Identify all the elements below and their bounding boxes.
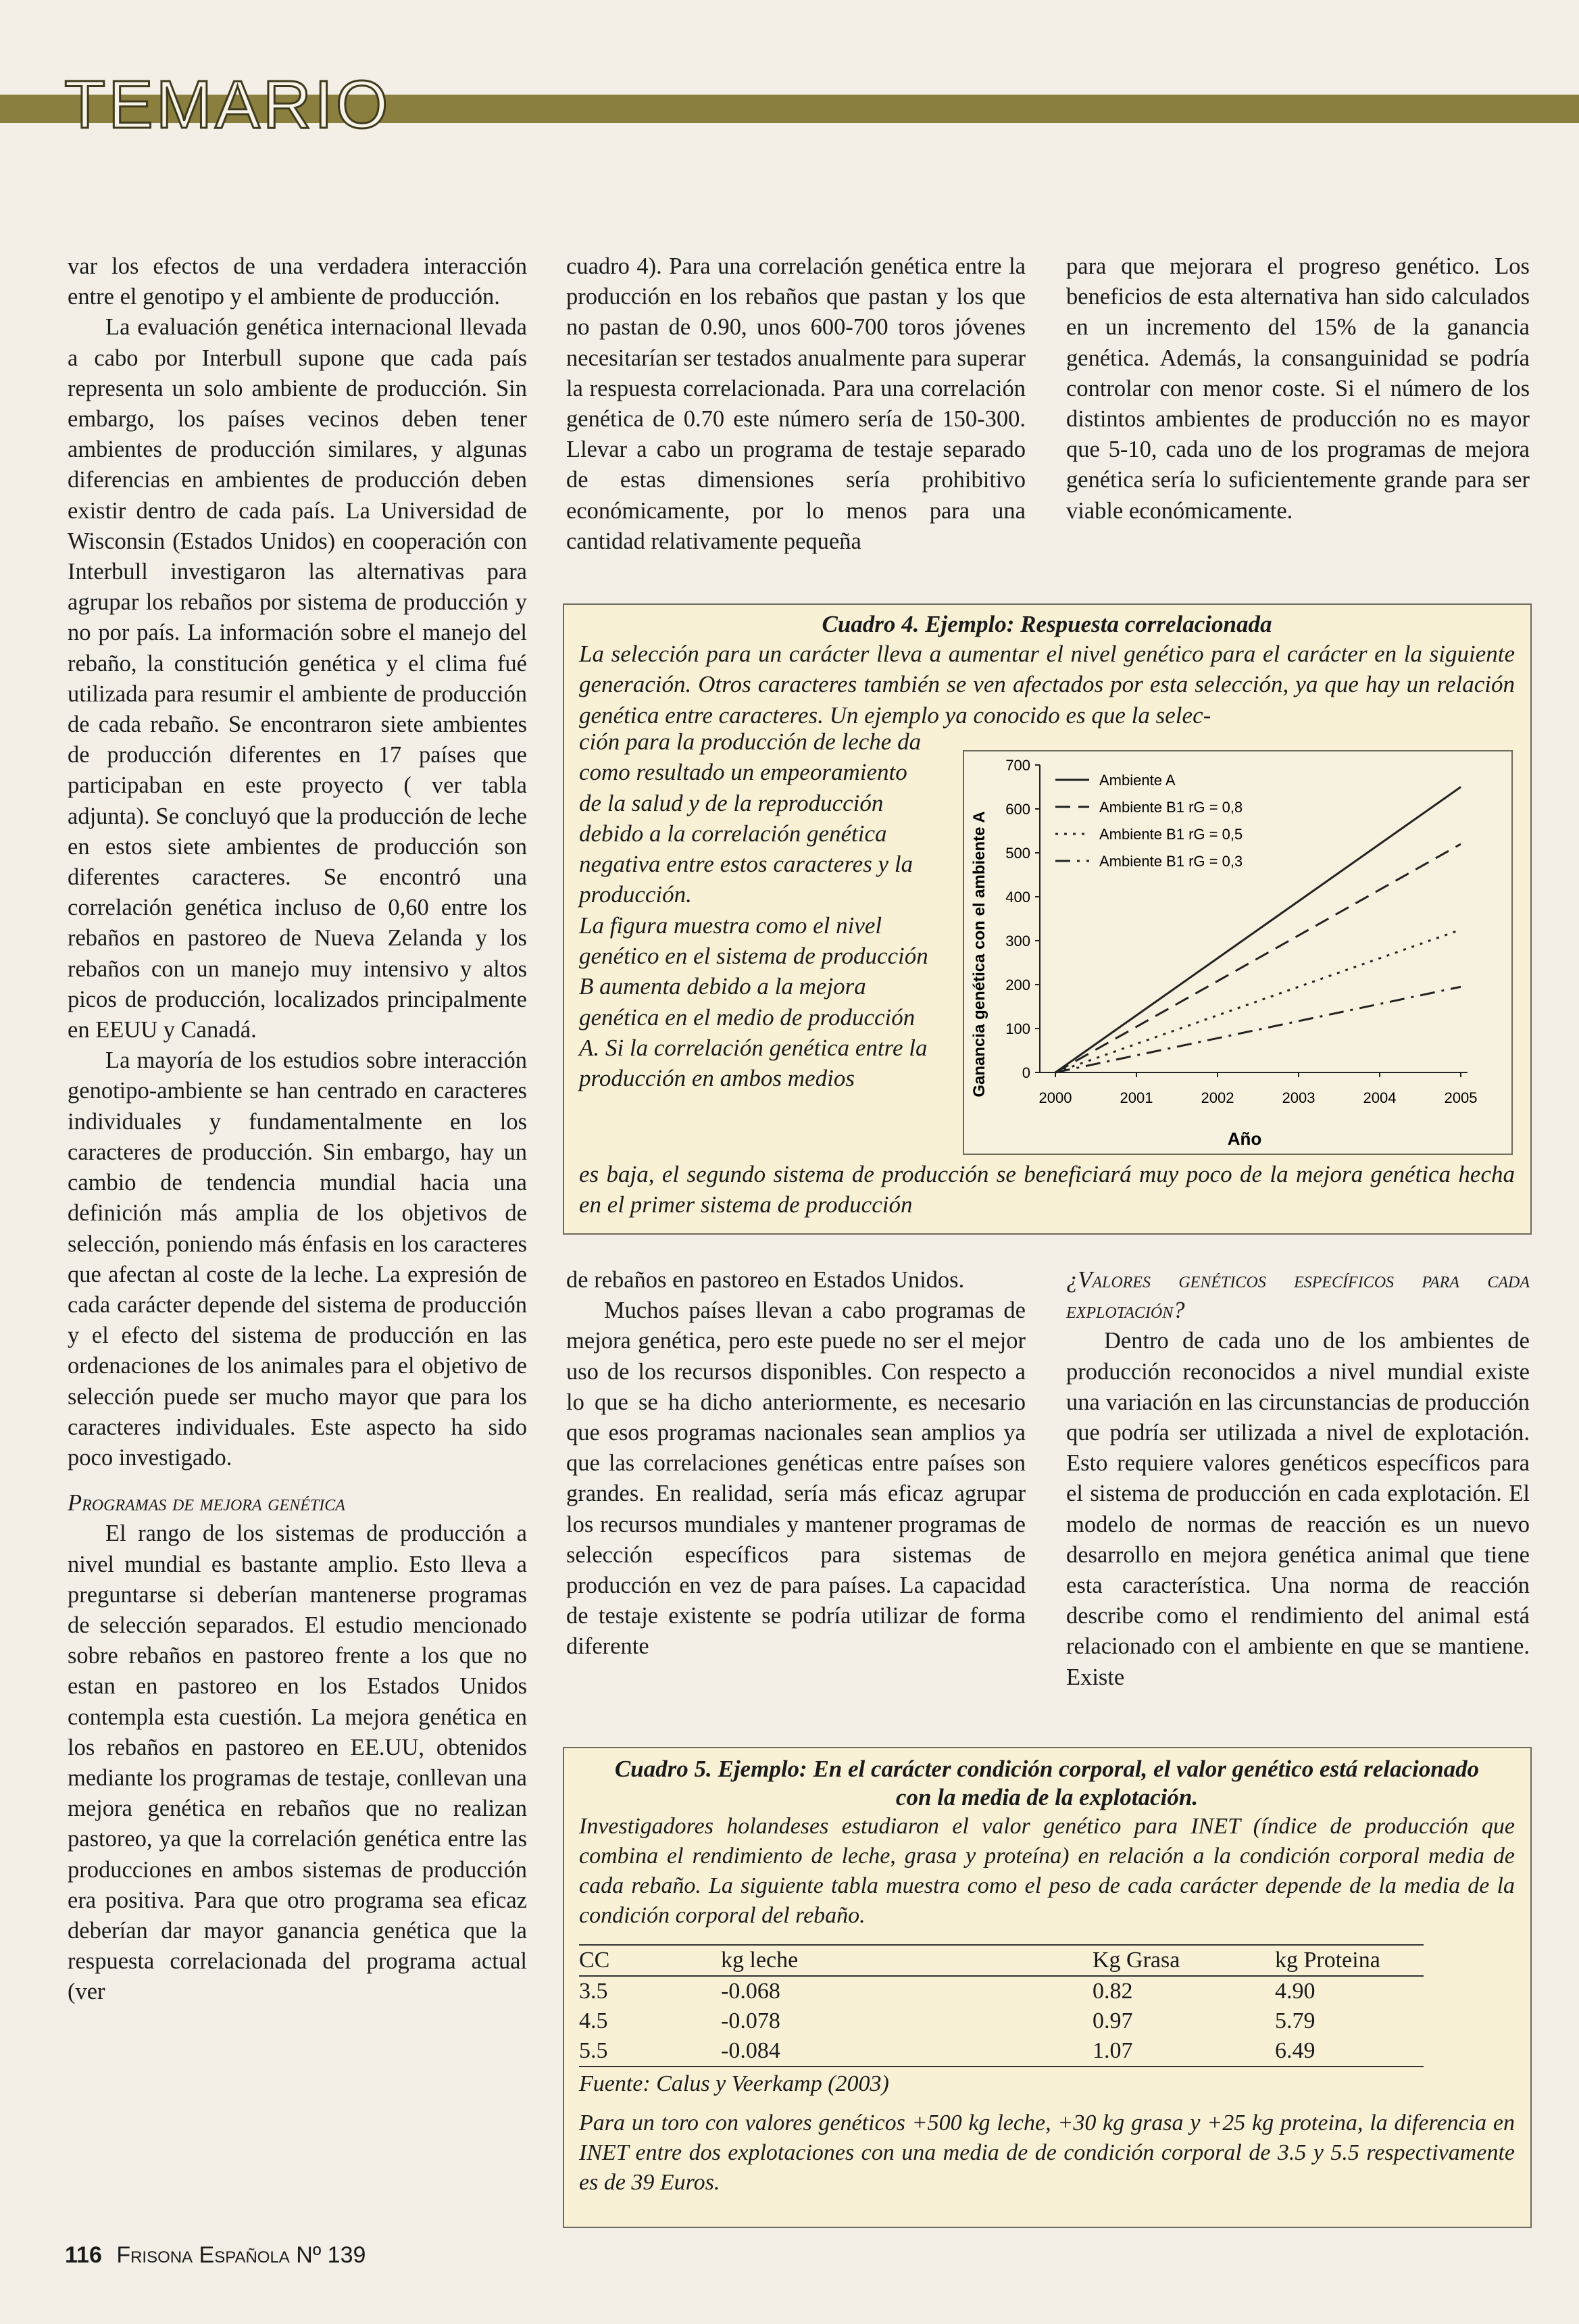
col1-paragraph-4: El rango de los sistemas de producción a nivel mundial es bastante amplio. Esto lleva a preguntarse si deberían mantenerse programas de selección separados. El estudio mencionado sobre rebaños en pastoreo frente a los que no estan en pastoreo en los Estados Unidos contempla esta cuestión. La mejora genética en los rebaños en pastoreo en EE.UU, obtenidos mediante los programas de testaje, conllevan una mejora genética en rebaños que no realizan pastoreo, ya que la correlación genética entre las producciones en ambos sistemas de producción era positiva. Para que otro programa sea eficaz deberían dar mayor ganancia genética que la respuesta correlacionada del programa actual (ver bbox=[68, 1521, 527, 2005]
cuadro-5-note: Para un toro con valores genéticos +500 kg leche, +30 kg grasa y +25 kg proteina, la diferencia en INET entre dos explotaciones con una media de de condición corporal de 3.5 y 5.5 respectivamente es de 39 Euros. bbox=[579, 2110, 1515, 2195]
chart-svg bbox=[964, 751, 1511, 1154]
chart-legend-label: Ambiente A bbox=[1099, 772, 1176, 789]
table-cell: 5.79 bbox=[1275, 2008, 1315, 2033]
col1-paragraph-3: La mayoría de los estudios sobre interacción genotipo-ambiente se han centrado en caracteres individuales y fundamentalmente en los caracteres de producción. Sin embargo, hay un cambio de tendencia mundial hacia una definición más amplia de los objetivos de selección, poniendo más énfasis en los caracteres que afectan al coste de la leche. La expresión de cada carácter depende del sistema de producción y el efecto del sistema de producción en las ordenaciones de los animales para el objetivo de selección puede ser mucho mayor que para los caracteres individuales. Este aspecto ha sido poco investigado. bbox=[68, 1047, 527, 1470]
table-header: CC bbox=[579, 1945, 721, 1976]
col1-subheading: Programas de mejora genética bbox=[68, 1490, 345, 1516]
chart-y-tick-label: 0 bbox=[1022, 1064, 1030, 1081]
cuadro-4-intro-rest: ción para la producción de leche da como resultado un empeoramiento de la salud y de la reproducción debido a la correlación genética negativa entre estos caracteres y la producción. bbox=[579, 728, 922, 908]
chart-x-tick-label: 2005 bbox=[1444, 1089, 1478, 1106]
chart-series-line bbox=[1055, 844, 1461, 1072]
page-number: 116 bbox=[65, 2242, 102, 2268]
col1-paragraph-2: La evaluación genética internacional llevada a cabo por Interbull supone que cada país representa un solo ambiente de producción. Sin embargo, los países vecinos deben tener ambientes de producción similares, y algunas diferencias en ambientes de producción deben existir dentro de cada país. La Universidad de Wisconsin (Estados Unidos) en cooperación con Interbull investigaron las alternativas para agrupar los rebaños por sistema de producción y no por país. La información sobre el manejo del rebaño, la constitución genética y el clima fué utilizada para resumir el ambiente de producción de cada rebaño. Se encontraron siete ambientes de producción diferentes en 17 países que participaban en este proyecto ( ver tabla adjunta). Se concluyó que la producción de leche en estos siete ambientes de producción son diferentes caracteres. Se encontró una correlación genética incluso de 0,60 entre los rebaños en pastoreo de Nueva Zelanda y los rebaños con un manejo muy intensivo y altos picos de producción, localizados principalmente en EEUU y Canadá. bbox=[68, 314, 527, 1043]
chart-x-tick-label: 2001 bbox=[1120, 1089, 1153, 1106]
table-cell: 4.5 bbox=[579, 2008, 608, 2033]
column-3-bottom bbox=[1066, 1265, 1530, 1693]
table-cell: 6.49 bbox=[1275, 2036, 1424, 2067]
genetic-gain-chart bbox=[963, 750, 1513, 1155]
magazine-name: Frisona Española Nº 139 bbox=[116, 2242, 366, 2268]
column-3-top bbox=[1066, 251, 1530, 526]
chart-series-line bbox=[1055, 930, 1461, 1072]
table-cell: 4.90 bbox=[1275, 1979, 1315, 2004]
cuadro-4-title: Cuadro 4. Ejemplo: Respuesta correlacionada bbox=[822, 611, 1272, 637]
table-header: kg leche bbox=[721, 1945, 1093, 1976]
chart-y-tick-label: 200 bbox=[1005, 976, 1030, 993]
chart-x-tick-label: 2000 bbox=[1038, 1089, 1072, 1106]
cuadro-5-intro: Investigadores holandeses estudiaron el valor genético para INET (índice de producción que combina el rendimiento de leche, grasa y proteína) en relación a la condición corporal media de cada rebaño. La siguiente tabla muestra como el peso de cada carácter depende de la media de la condición corporal del rebaño. bbox=[579, 1814, 1515, 1928]
col3-subheading: ¿Valores genéticos específicos para cada explotación? bbox=[1066, 1267, 1530, 1324]
table-cell: 0.97 bbox=[1093, 2008, 1133, 2033]
chart-xlabel: Año bbox=[1227, 1129, 1262, 1149]
table-cell: 1.07 bbox=[1093, 2036, 1275, 2067]
cuadro-5-table bbox=[579, 1944, 1424, 2067]
cuadro-4-figure-text: La figura muestra como el nivel genético en el sistema de producción B aumenta debido a la mejora genética en el medio de producción A. Si la correlación genética entre la producción en ambos medios bbox=[579, 912, 928, 1092]
col2-bottom-paragraph-1: de rebaños en pastoreo en Estados Unidos. bbox=[566, 1267, 965, 1293]
cuadro-4-conclusion: es baja, el segundo sistema de producción se beneficiará muy poco de la mejora genética hecha en el primer sistema de producción bbox=[579, 1161, 1515, 1218]
chart-y-tick-label: 100 bbox=[1005, 1020, 1030, 1037]
table-cell: -0.068 bbox=[721, 1979, 780, 2004]
cuadro-5-box bbox=[563, 1747, 1532, 2228]
table-cell: 5.5 bbox=[579, 2036, 721, 2067]
chart-ylabel: Ganancia genética con el ambiente A bbox=[970, 811, 988, 1097]
col3-paragraph-1: para que mejorara el progreso genético. Los beneficios de esta alternativa han sido calculados en un incremento del 15% de la ganancia genética. Además, la consanguinidad se podría controlar con menor coste. Si el número de los distintos ambientes de producción no es mayor que 5-10, cada uno de los programas de mejora genética sería lo suficientemente grande para ser viable económicamente. bbox=[1066, 253, 1530, 524]
chart-y-tick-label: 600 bbox=[1005, 801, 1030, 818]
chart-x-tick-label: 2004 bbox=[1363, 1089, 1397, 1106]
column-2-top bbox=[566, 251, 1026, 557]
chart-x-tick-label: 2003 bbox=[1282, 1089, 1315, 1106]
col2-bottom-paragraph-2: Muchos países llevan a cabo programas de mejora genética, pero este puede no ser el mejor uso de los recursos disponibles. Con respecto a lo que se ha dicho anteriormente, es necesario que esos programas nacionales sean amplios ya que las correlaciones genéticas entre países son grandes. En realidad, sería más eficaz agrupar los recursos mundiales y mantener programas de selección específicos para sistemas de producción en vez de para países. La capacidad de testaje existente se podría utilizar de forma diferente bbox=[566, 1297, 1026, 1660]
chart-y-tick-label: 400 bbox=[1005, 889, 1030, 906]
column-1 bbox=[68, 251, 527, 2008]
chart-legend-label: Ambiente B1 rG = 0,8 bbox=[1099, 799, 1243, 816]
section-masthead: TEMARIO bbox=[64, 67, 391, 143]
col3-bottom-paragraph-1: Dentro de cada uno de los ambientes de producción reconocidos a nivel mundial existe una variación en las circunstancias de producción que podría ser utilizada a nivel de explotación. Esto requiere valores genéticos específicos para el sistema de producción en cada explotación. El modelo de normas de reacción es un nuevo desarrollo en mejora genética animal que tiene esta característica. Una norma de reacción describe como el rendimiento del animal está relacionado con el ambiente en que se mantiene. Existe bbox=[1066, 1328, 1530, 1690]
chart-legend-label: Ambiente B1 rG = 0,5 bbox=[1099, 826, 1243, 843]
table-header: Kg Grasa bbox=[1093, 1945, 1275, 1976]
table-cell: -0.084 bbox=[721, 2036, 1093, 2067]
chart-y-tick-label: 300 bbox=[1005, 933, 1030, 949]
column-2-bottom bbox=[566, 1265, 1026, 1662]
cuadro-5-title: Cuadro 5. Ejemplo: En el carácter condición corporal, el valor genético está relacionado con la media de la explotación. bbox=[614, 1756, 1480, 1810]
col1-paragraph-1: var los efectos de una verdadera interacción entre el genotipo y el ambiente de producción. bbox=[68, 253, 527, 310]
page-footer bbox=[65, 2242, 366, 2269]
table-header: kg Proteina bbox=[1275, 1945, 1424, 1976]
col2-paragraph-1: cuadro 4). Para una correlación genética entre la producción en los rebaños que pastan y los que no pastan de 0.90, unos 600-700 toros jóvenes necesitarían ser testados anualmente para superar la respuesta correlacionada. Para una correlación genética de 0.70 este número sería de 150-300. Llevar a cabo un programa de testaje separado de estas dimensiones sería prohibitivo económicamente, por lo menos para una cantidad relativamente pequeña bbox=[566, 253, 1026, 554]
table-cell: -0.078 bbox=[721, 2008, 780, 2033]
table-cell: 0.82 bbox=[1093, 1979, 1133, 2004]
chart-x-tick-label: 2002 bbox=[1201, 1089, 1234, 1106]
chart-y-tick-label: 700 bbox=[1005, 757, 1030, 774]
cuadro-5-source: Fuente: Calus y Veerkamp (2003) bbox=[579, 2071, 889, 2096]
chart-legend-label: Ambiente B1 rG = 0,3 bbox=[1099, 853, 1243, 870]
cuadro-4-intro-lead: La selección para un carácter lleva a aumentar el nivel genético para el carácter en la siguiente generación. Otros caracteres también se ven afectados por esta selección, ya que hay un relación genética entre caracteres. Un ejemplo ya conocido es que la selec- bbox=[579, 641, 1515, 728]
table-cell: 3.5 bbox=[579, 1979, 608, 2004]
chart-y-tick-label: 500 bbox=[1005, 845, 1030, 862]
